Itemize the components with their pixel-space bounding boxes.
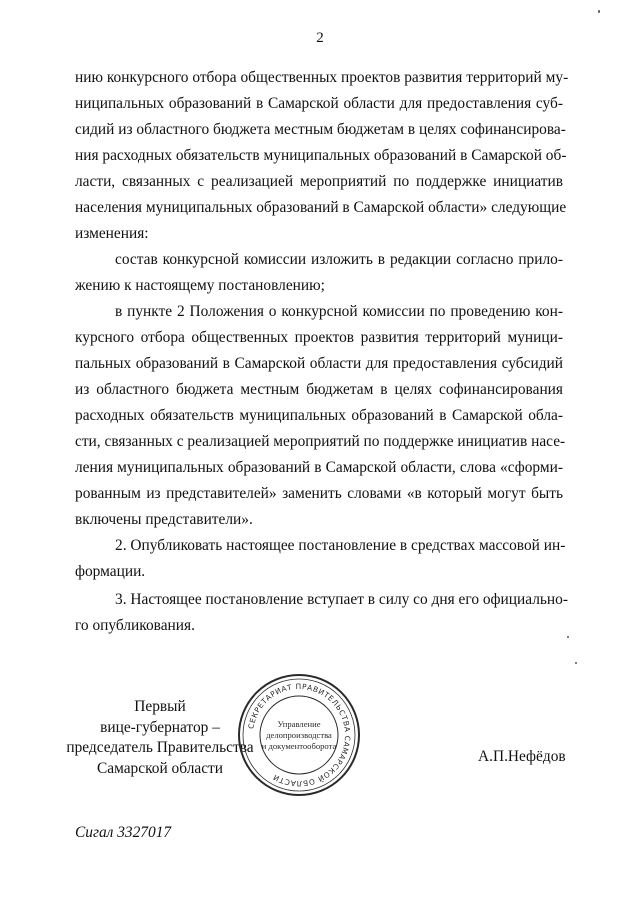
- official-stamp: [236, 672, 362, 798]
- body-line: формации.: [75, 563, 146, 580]
- body-line: ния расходных обязательств муниципальных образований в Самарской об-: [75, 147, 567, 164]
- body-line: 2. Опубликовать настоящее постановление в средствах массовой ин-: [115, 537, 566, 554]
- signatory-title-line: вице-губернатор –: [100, 718, 220, 736]
- body-line: пальных образований в Самарской области для предоставления субсидий: [75, 355, 563, 372]
- body-line: сти, связанных с реализацией мероприятий по поддержке инициатив насе-: [75, 433, 566, 450]
- body-line: включены представители».: [75, 511, 253, 528]
- body-line: в пункте 2 Положения о конкурсной комиссии по проведению кон-: [115, 303, 563, 320]
- body-line: курсного отбора общественных проектов развития территорий муници-: [75, 329, 563, 346]
- stamp-center-line: и документооборота: [261, 741, 337, 751]
- stamp-ring-text: СЕКРЕТАРИАТ ПРАВИТЕЛЬСТВА САМАРСКОЙ ОБЛАСТИ: [246, 681, 353, 789]
- body-line: го опубликования.: [75, 617, 195, 634]
- body-line: населения муниципальных образований в Самарской области» следующие: [75, 199, 567, 216]
- signatory-title-line: Самарской области: [96, 759, 223, 777]
- body-line: сидий из областного бюджета местным бюджетам в целях софинансирова-: [75, 121, 566, 138]
- body-line: состав конкурсной комиссии изложить в редакции согласно прило-: [115, 251, 563, 268]
- stamp-center-line: Управление: [277, 719, 321, 729]
- body-line: нию конкурсного отбора общественных проектов развития территорий му-: [75, 69, 569, 86]
- body-line: ления муниципальных образований в Самарской области, слова «сформи-: [75, 459, 563, 476]
- body-line: изменения:: [75, 225, 149, 242]
- body-line: ласти, связанных с реализацией мероприятий по поддержке инициатив: [75, 173, 563, 190]
- scan-speck: [598, 10, 600, 13]
- page-number: 2: [316, 30, 324, 46]
- signatory-name: А.П.Нефёдов: [478, 748, 566, 765]
- body-line: 3. Настоящее постановление вступает в силу со дня его официально-: [115, 591, 568, 608]
- body-line: рованным из представителей» заменить словами «в который могут быть: [75, 485, 563, 502]
- signatory-title-line: Первый: [134, 698, 186, 715]
- stamp-center-line: делопроизводства: [266, 730, 332, 740]
- stamp-seal-icon: [236, 672, 362, 798]
- registration-number: Сигал 3327017: [75, 824, 172, 841]
- body-line: жению к настоящему постановлению;: [75, 277, 325, 294]
- scan-speck: [567, 636, 569, 638]
- body-line: из областного бюджета местным бюджетам в целях софинансирования: [75, 381, 563, 398]
- body-line: ниципальных образований в Самарской области для предоставления суб-: [75, 95, 563, 112]
- signatory-title-line: председатель Правительства: [66, 739, 254, 756]
- body-line: расходных обязательств муниципальных образований в Самарской обла-: [75, 407, 563, 424]
- signatory-title: [60, 697, 260, 779]
- scan-speck: [575, 662, 577, 664]
